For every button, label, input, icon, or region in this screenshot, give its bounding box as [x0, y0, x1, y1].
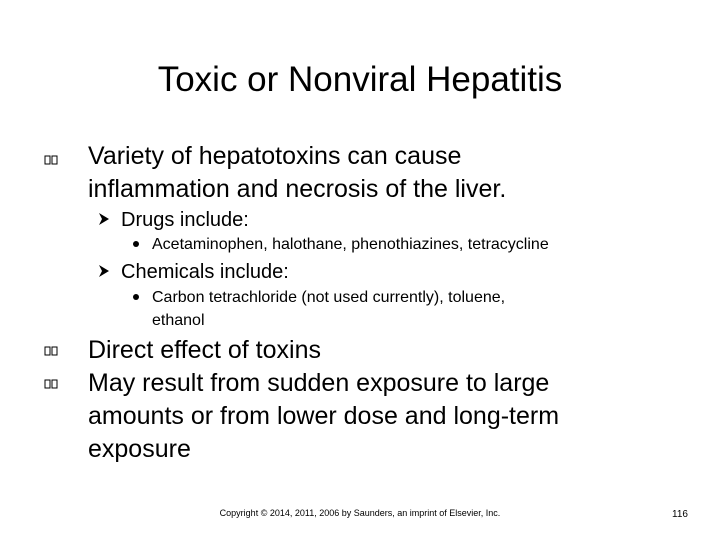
dot-bullet-icon	[132, 293, 140, 301]
outline-bullet-icon	[44, 379, 58, 389]
bullet-3-line-1: May result from sudden exposure to large	[88, 369, 550, 397]
chemicals-list-line-2: ethanol	[152, 312, 205, 329]
outline-bullet-icon	[44, 155, 58, 165]
arrowhead-bullet-icon	[98, 264, 110, 278]
bullet-1-line-2: inflammation and necrosis of the liver.	[88, 175, 507, 203]
chemicals-list-line-1: Carbon tetrachloride (not used currently), toluene,	[152, 289, 506, 306]
sub-bullet-drugs: Drugs include:	[121, 209, 249, 231]
bullet-1-line-1: Variety of hepatotoxins can cause	[88, 142, 462, 170]
sub-bullet-chemicals: Chemicals include:	[121, 261, 289, 283]
bullet-3-line-3: exposure	[88, 435, 191, 463]
arrowhead-bullet-icon	[98, 212, 110, 226]
copyright-footer: Copyright © 2014, 2011, 2006 by Saunders, an imprint of Elsevier, Inc.	[219, 508, 501, 518]
bullet-3-line-2: amounts or from lower dose and long-term	[88, 402, 560, 430]
bullet-2: Direct effect of toxins	[88, 336, 321, 364]
outline-bullet-icon	[44, 346, 58, 356]
page-number: 116	[672, 509, 688, 520]
slide-title: Toxic or Nonviral Hepatitis	[157, 60, 563, 99]
drugs-list: Acetaminophen, halothane, phenothiazines, tetracycline	[152, 236, 549, 253]
dot-bullet-icon	[132, 240, 140, 248]
